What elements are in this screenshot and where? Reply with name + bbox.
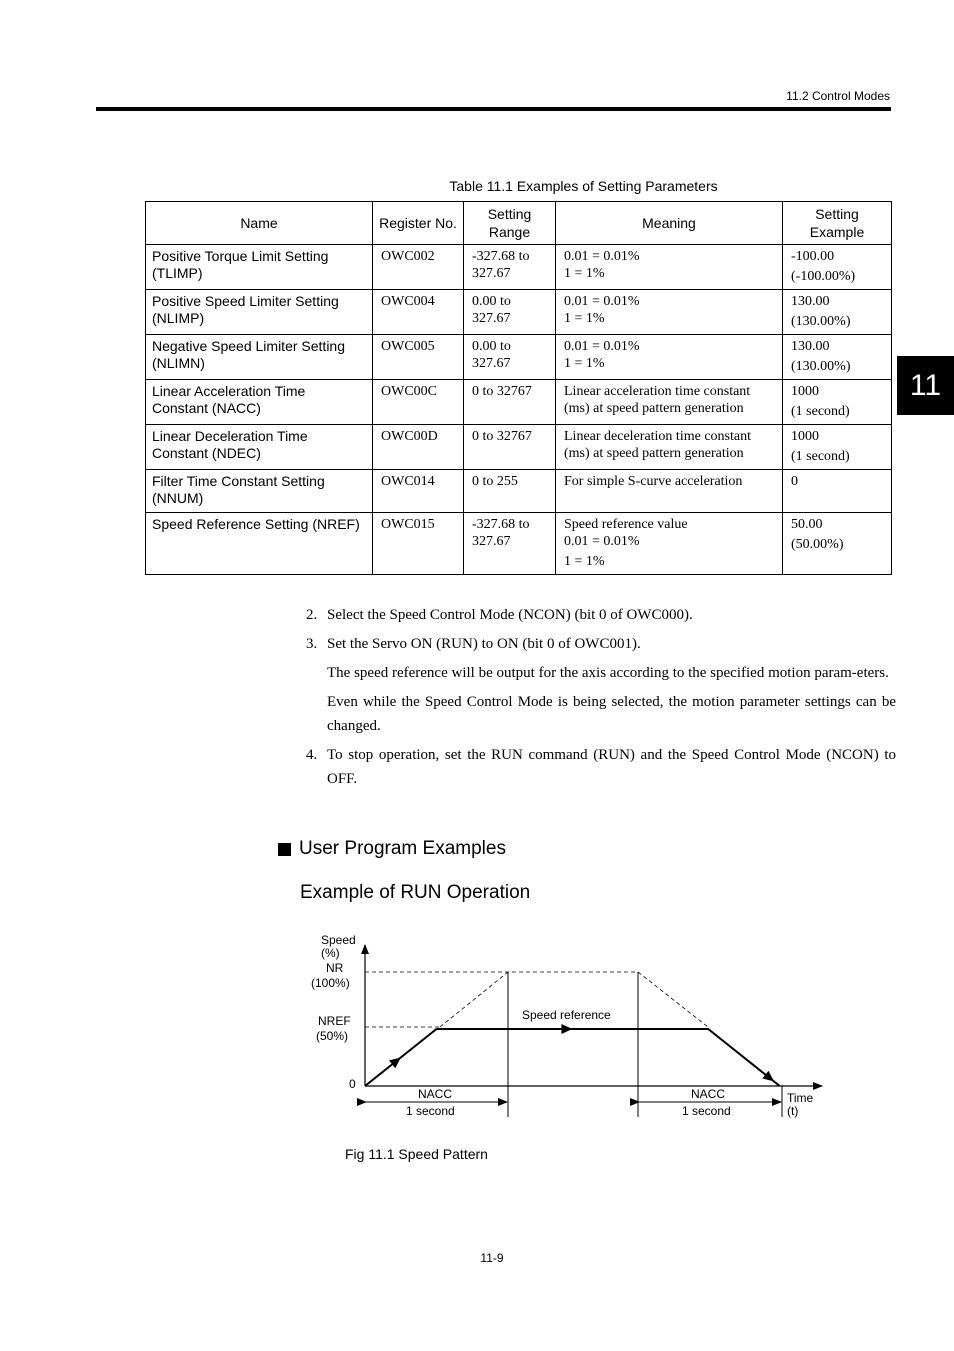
- page-number: 11-9: [480, 1251, 504, 1265]
- cell-meaning-line: 1 = 1%: [564, 311, 605, 326]
- cell-example: [783, 513, 892, 575]
- table-caption: Table 11.1 Examples of Setting Parameters: [449, 178, 718, 194]
- cell-name-line: Linear Deceleration Time: [152, 428, 308, 444]
- cell-name-line: (NLIMP): [152, 310, 205, 326]
- cell-name-line: (NNUM): [152, 490, 204, 506]
- nacc-right-label: NACC: [691, 1087, 726, 1101]
- cell-example-line: (50.00%): [791, 537, 844, 552]
- cell-name-line: Negative Speed Limiter Setting: [152, 338, 345, 354]
- cell-register: [373, 470, 464, 513]
- table-row: [146, 425, 892, 470]
- step-4: [306, 743, 896, 791]
- cell-range-line: 0 to 32767: [472, 384, 532, 399]
- cell-range-line: 327.67: [472, 266, 511, 281]
- column-header-example: [783, 202, 892, 245]
- cell-example-line: 1000: [791, 384, 819, 399]
- cell-range-line: -327.68 to: [472, 517, 530, 532]
- cell-meaning-line: (ms) at speed pattern generation: [564, 446, 744, 461]
- cell-example-line: 130.00: [791, 339, 830, 354]
- cell-register-line: OWC014: [381, 474, 435, 489]
- cell-name-line: Speed Reference Setting (NREF): [152, 516, 360, 532]
- step-number: 2.: [306, 607, 318, 623]
- cell-register-line: OWC00C: [381, 384, 437, 399]
- cell-range: [464, 470, 556, 513]
- cell-example: [783, 245, 892, 290]
- cell-meaning: [556, 290, 783, 335]
- cell-name: [146, 380, 373, 425]
- column-header-name: Name: [146, 202, 373, 245]
- cell-example: [783, 425, 892, 470]
- cell-example-line: (130.00%): [791, 359, 851, 374]
- cell-meaning: [556, 513, 783, 575]
- table-row: [146, 380, 892, 425]
- cell-meaning: [556, 470, 783, 513]
- nr-value-label: (100%): [311, 976, 350, 990]
- cell-register: [373, 245, 464, 290]
- cell-name: [146, 290, 373, 335]
- cell-example-line: (-100.00%): [791, 269, 856, 284]
- cell-example-line: 0: [791, 474, 798, 489]
- column-header-example-line: Example: [809, 224, 865, 240]
- cell-name-line: Linear Acceleration Time: [152, 383, 306, 399]
- cell-register-line: OWC00D: [381, 429, 438, 444]
- nref-label: NREF: [318, 1014, 351, 1028]
- cell-register: [373, 513, 464, 575]
- cell-meaning: [556, 335, 783, 380]
- cell-range: [464, 290, 556, 335]
- parameters-table: [145, 201, 892, 575]
- cell-meaning-line: Speed reference value: [564, 517, 688, 532]
- step-text: Set the Servo ON (RUN) to ON (bit 0 of OWC001).: [327, 636, 641, 652]
- cell-meaning-line: 1 = 1%: [564, 356, 605, 371]
- cell-name: [146, 513, 373, 575]
- cell-meaning-line: 0.01 = 0.01%: [564, 534, 640, 549]
- square-bullet-icon: [278, 843, 291, 856]
- table-header-row: [146, 202, 892, 245]
- y-axis-unit: (%): [321, 946, 340, 960]
- nr-label: NR: [326, 961, 344, 975]
- x-axis-label: Time: [787, 1091, 814, 1105]
- cell-range-line: 0 to 255: [472, 474, 518, 489]
- cell-example-line: 130.00: [791, 294, 830, 309]
- procedure-steps: [306, 603, 896, 796]
- speed-reference-label: Speed reference: [522, 1008, 611, 1022]
- section-heading-text: User Program Examples: [299, 838, 506, 859]
- table-row: [146, 335, 892, 380]
- cell-range-line: 0.00 to: [472, 294, 511, 309]
- cell-meaning-line: Linear acceleration time constant: [564, 384, 751, 399]
- step-number: 4.: [306, 747, 318, 763]
- figure-caption: Fig 11.1 Speed Pattern: [345, 1146, 488, 1162]
- speed-profile-line: [365, 1029, 780, 1086]
- cell-name-line: Constant (NACC): [152, 400, 261, 416]
- cell-meaning-line: 1 = 1%: [564, 554, 605, 569]
- cell-meaning: [556, 425, 783, 470]
- cell-range-line: 327.67: [472, 356, 511, 371]
- cell-range: [464, 380, 556, 425]
- cell-meaning-line: 0.01 = 0.01%: [564, 339, 640, 354]
- cell-name-line: Filter Time Constant Setting: [152, 473, 325, 489]
- constant-speed-arrow: [561, 1024, 572, 1034]
- cell-register: [373, 290, 464, 335]
- cell-example: [783, 335, 892, 380]
- acceleration-extension: [440, 972, 508, 1027]
- step-number: 3.: [306, 636, 318, 652]
- cell-name-line: Positive Speed Limiter Setting: [152, 293, 339, 309]
- speed-pattern-chart: [300, 925, 830, 1125]
- y-axis-label: Speed: [321, 933, 356, 947]
- column-header-range: [464, 202, 556, 245]
- cell-name-line: Constant (NDEC): [152, 445, 261, 461]
- cell-name: [146, 470, 373, 513]
- cell-range-line: 0.00 to: [472, 339, 511, 354]
- step-text: To stop operation, set the RUN command (RUN) and the Speed Control Mode (NCON) to OFF.: [327, 747, 896, 787]
- cell-register-line: OWC004: [381, 294, 435, 309]
- step-paragraph: The speed reference will be output for the axis according to the specified motion param-eters.: [327, 665, 889, 681]
- step-text: Select the Speed Control Mode (NCON) (bit 0 of OWC000).: [327, 607, 693, 623]
- cell-register: [373, 335, 464, 380]
- cell-range: [464, 425, 556, 470]
- cell-meaning: [556, 245, 783, 290]
- cell-range: [464, 335, 556, 380]
- table-row: [146, 513, 892, 575]
- column-header-range-line: Setting: [487, 206, 532, 222]
- cell-example-line: (1 second): [791, 404, 850, 419]
- nacc-left-duration: 1 second: [406, 1104, 455, 1118]
- cell-range-line: 0 to 32767: [472, 429, 532, 444]
- cell-range-line: 327.67: [472, 534, 511, 549]
- cell-register-line: OWC005: [381, 339, 435, 354]
- cell-example-line: 50.00: [791, 517, 823, 532]
- cell-meaning-line: For simple S-curve acceleration: [564, 474, 743, 489]
- column-header-register: Register No.: [373, 202, 464, 245]
- sub-heading: Example of RUN Operation: [300, 882, 531, 903]
- cell-name: [146, 245, 373, 290]
- cell-range: [464, 513, 556, 575]
- cell-register: [373, 380, 464, 425]
- cell-name-line: Positive Torque Limit Setting: [152, 248, 329, 264]
- step-2: [306, 603, 896, 627]
- zero-label: 0: [349, 1077, 356, 1091]
- cell-name-line: (TLIMP): [152, 265, 203, 281]
- cell-register-line: OWC015: [381, 517, 435, 532]
- cell-example-line: 1000: [791, 429, 819, 444]
- cell-meaning-line: Linear deceleration time constant: [564, 429, 751, 444]
- cell-meaning-line: 1 = 1%: [564, 266, 605, 281]
- table-row: [146, 470, 892, 513]
- chapter-tab: 11: [897, 356, 954, 415]
- cell-register: [373, 425, 464, 470]
- cell-range-line: -327.68 to: [472, 249, 530, 264]
- nacc-right-duration: 1 second: [682, 1104, 731, 1118]
- section-heading: [278, 838, 506, 860]
- cell-example: [783, 380, 892, 425]
- cell-range-line: 327.67: [472, 311, 511, 326]
- column-header-meaning: Meaning: [556, 202, 783, 245]
- cell-name-line: (NLIMN): [152, 355, 205, 371]
- table-row: [146, 245, 892, 290]
- cell-example-line: (1 second): [791, 449, 850, 464]
- column-header-example-line: Setting: [815, 206, 859, 222]
- cell-example-line: (130.00%): [791, 314, 851, 329]
- nacc-left-label: NACC: [418, 1087, 453, 1101]
- cell-meaning-line: 0.01 = 0.01%: [564, 294, 640, 309]
- table-row: [146, 290, 892, 335]
- cell-meaning-line: (ms) at speed pattern generation: [564, 401, 744, 416]
- cell-range: [464, 245, 556, 290]
- header-rule: [96, 107, 891, 111]
- deceleration-extension: [638, 972, 708, 1027]
- cell-name: [146, 425, 373, 470]
- cell-example: [783, 290, 892, 335]
- cell-meaning-line: 0.01 = 0.01%: [564, 249, 640, 264]
- step-3: [306, 632, 896, 656]
- x-axis-unit: (t): [787, 1104, 799, 1118]
- cell-example: [783, 470, 892, 513]
- cell-register-line: OWC002: [381, 249, 435, 264]
- running-header: 11.2 Control Modes: [786, 89, 890, 103]
- cell-meaning: [556, 380, 783, 425]
- nref-value-label: (50%): [316, 1029, 349, 1043]
- cell-name: [146, 335, 373, 380]
- column-header-range-line: Range: [488, 224, 531, 240]
- cell-example-line: -100.00: [791, 249, 835, 264]
- step-paragraph: Even while the Speed Control Mode is being selected, the motion parameter settings can be changed.: [327, 694, 896, 734]
